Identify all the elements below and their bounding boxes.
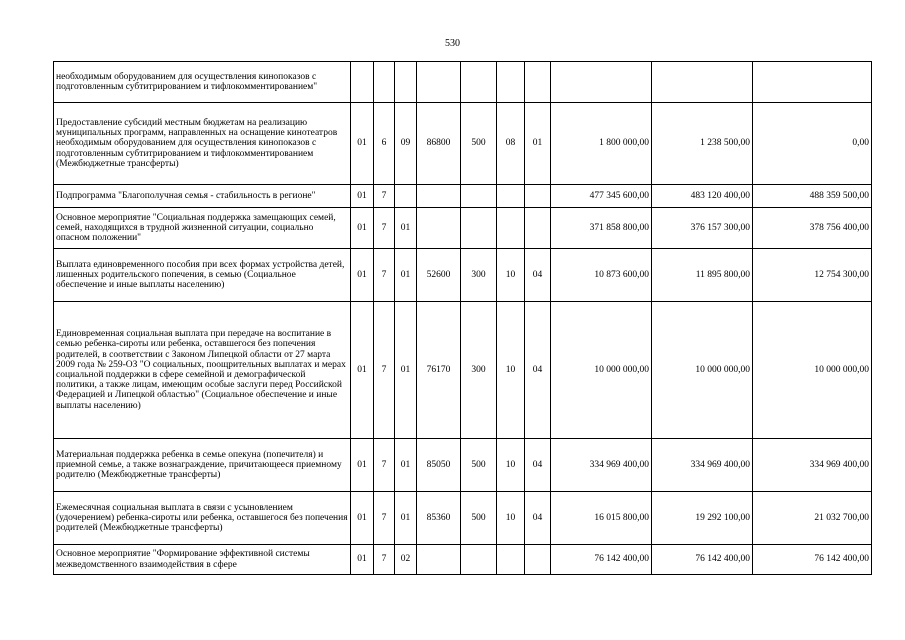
amount-cell-v3: 12 754 300,00 [753, 249, 872, 302]
amount-cell-v1 [551, 62, 652, 103]
table-row [54, 62, 872, 103]
code-cell-c1: 01 [351, 249, 374, 302]
code-cell-c5 [461, 185, 497, 208]
row-name: Единовременная социальная выплата при передаче на воспитание в семью ребенка-сироты или ребенка, оставшегося без попечения родителей, в соответствии с Законом Липецкой области от 27 марта 2009 года № 259-ОЗ "О социальных, поощрительных выплатах и мерах социальной поддержки в сфере семейной и демографической политики, а также лицам, имеющим особые заслуги перед Российской Федерацией и Липецкой областью" (Социальное обеспечение и иные выплаты населению) [54, 302, 351, 439]
amount-cell-v1: 10 000 000,00 [551, 302, 652, 439]
code-cell-c3 [395, 62, 417, 103]
code-cell-c1 [351, 62, 374, 103]
row-name: Подпрограмма "Благополучная семья - стабильность в регионе" [54, 185, 351, 208]
amount-cell-v1: 334 969 400,00 [551, 439, 652, 492]
budget-table-body [54, 62, 872, 575]
code-cell-c7 [525, 545, 551, 575]
code-cell-c7: 01 [525, 103, 551, 185]
code-cell-c2: 7 [374, 439, 395, 492]
code-cell-c4: 85050 [417, 439, 461, 492]
table-row [54, 439, 872, 492]
amount-cell-v2: 483 120 400,00 [652, 185, 753, 208]
code-cell-c6: 10 [497, 439, 525, 492]
code-cell-c3: 09 [395, 103, 417, 185]
budget-table [53, 61, 872, 575]
amount-cell-v1: 371 858 800,00 [551, 208, 652, 249]
code-cell-c4: 86800 [417, 103, 461, 185]
amount-cell-v3: 76 142 400,00 [753, 545, 872, 575]
code-cell-c1: 01 [351, 302, 374, 439]
page-number: 530 [445, 38, 460, 49]
amount-cell-v2: 376 157 300,00 [652, 208, 753, 249]
code-cell-c3: 01 [395, 492, 417, 545]
row-name: Ежемесячная социальная выплата в связи с усыновлением (удочерением) ребенка-сироты или ребенка, оставшегося без попечения родителей (Межбюджетные трансферты) [54, 492, 351, 545]
row-name: Основное мероприятие "Социальная поддержка замещающих семей, семей, находящихся в трудной жизненной ситуации, социально опасном положении" [54, 208, 351, 249]
code-cell-c6: 10 [497, 249, 525, 302]
amount-cell-v1: 16 015 800,00 [551, 492, 652, 545]
code-cell-c5: 300 [461, 302, 497, 439]
table-row [54, 302, 872, 439]
amount-cell-v2: 1 238 500,00 [652, 103, 753, 185]
code-cell-c1: 01 [351, 492, 374, 545]
table-row [54, 545, 872, 575]
code-cell-c4 [417, 185, 461, 208]
code-cell-c5 [461, 62, 497, 103]
code-cell-c4: 52600 [417, 249, 461, 302]
table-row [54, 249, 872, 302]
code-cell-c2: 7 [374, 545, 395, 575]
amount-cell-v2 [652, 62, 753, 103]
row-name: Материальная поддержка ребенка в семье опекуна (попечителя) и приемной семье, а также вознаграждение, причитающееся приемному родителю (Межбюджетные трансферты) [54, 439, 351, 492]
code-cell-c4 [417, 62, 461, 103]
amount-cell-v3 [753, 62, 872, 103]
code-cell-c5: 500 [461, 439, 497, 492]
amount-cell-v3: 10 000 000,00 [753, 302, 872, 439]
code-cell-c1: 01 [351, 439, 374, 492]
code-cell-c2: 7 [374, 208, 395, 249]
amount-cell-v3: 334 969 400,00 [753, 439, 872, 492]
code-cell-c3: 01 [395, 439, 417, 492]
table-row [54, 208, 872, 249]
table-row [54, 185, 872, 208]
code-cell-c6 [497, 62, 525, 103]
code-cell-c5 [461, 208, 497, 249]
amount-cell-v2: 10 000 000,00 [652, 302, 753, 439]
code-cell-c2: 6 [374, 103, 395, 185]
code-cell-c3: 01 [395, 302, 417, 439]
row-name: Выплата единовременного пособия при всех формах устройства детей, лишенных родительского попечения, в семью (Социальное обеспечение и иные выплаты населению) [54, 249, 351, 302]
code-cell-c6: 10 [497, 302, 525, 439]
code-cell-c5: 500 [461, 492, 497, 545]
amount-cell-v1: 1 800 000,00 [551, 103, 652, 185]
amount-cell-v3: 0,00 [753, 103, 872, 185]
row-name: Основное мероприятие "Формирование эффективной системы межведомственного взаимодействия в сфере [54, 545, 351, 575]
amount-cell-v3: 488 359 500,00 [753, 185, 872, 208]
code-cell-c7: 04 [525, 439, 551, 492]
code-cell-c3: 01 [395, 249, 417, 302]
code-cell-c4 [417, 545, 461, 575]
amount-cell-v2: 19 292 100,00 [652, 492, 753, 545]
code-cell-c6: 10 [497, 492, 525, 545]
amount-cell-v1: 76 142 400,00 [551, 545, 652, 575]
row-name: Предоставление субсидий местным бюджетам на реализацию муниципальных программ, направленных на оснащение кинотеатров необходимым оборудованием для осуществления кинопоказов с подготовленным субтитрированием и тифлокомментированием (Межбюджетные трансферты) [54, 103, 351, 185]
code-cell-c5: 500 [461, 103, 497, 185]
code-cell-c2 [374, 62, 395, 103]
code-cell-c6 [497, 208, 525, 249]
code-cell-c1: 01 [351, 185, 374, 208]
code-cell-c3: 02 [395, 545, 417, 575]
code-cell-c1: 01 [351, 208, 374, 249]
code-cell-c3: 01 [395, 208, 417, 249]
code-cell-c7: 04 [525, 302, 551, 439]
code-cell-c7: 04 [525, 492, 551, 545]
code-cell-c4 [417, 208, 461, 249]
code-cell-c7 [525, 208, 551, 249]
code-cell-c1: 01 [351, 103, 374, 185]
amount-cell-v2: 76 142 400,00 [652, 545, 753, 575]
code-cell-c2: 7 [374, 249, 395, 302]
code-cell-c7: 04 [525, 249, 551, 302]
amount-cell-v2: 11 895 800,00 [652, 249, 753, 302]
code-cell-c2: 7 [374, 492, 395, 545]
code-cell-c3 [395, 185, 417, 208]
code-cell-c2: 7 [374, 185, 395, 208]
amount-cell-v3: 21 032 700,00 [753, 492, 872, 545]
code-cell-c2: 7 [374, 302, 395, 439]
code-cell-c4: 85360 [417, 492, 461, 545]
amount-cell-v1: 10 873 600,00 [551, 249, 652, 302]
code-cell-c6 [497, 545, 525, 575]
code-cell-c6: 08 [497, 103, 525, 185]
code-cell-c1: 01 [351, 545, 374, 575]
amount-cell-v3: 378 756 400,00 [753, 208, 872, 249]
code-cell-c7 [525, 62, 551, 103]
code-cell-c4: 76170 [417, 302, 461, 439]
amount-cell-v1: 477 345 600,00 [551, 185, 652, 208]
code-cell-c5: 300 [461, 249, 497, 302]
table-row [54, 103, 872, 185]
table-row [54, 492, 872, 545]
row-name: необходимым оборудованием для осуществления кинопоказов с подготовленным субтитрированием и тифлокомментированием" [54, 62, 351, 103]
code-cell-c5 [461, 545, 497, 575]
code-cell-c7 [525, 185, 551, 208]
code-cell-c6 [497, 185, 525, 208]
amount-cell-v2: 334 969 400,00 [652, 439, 753, 492]
